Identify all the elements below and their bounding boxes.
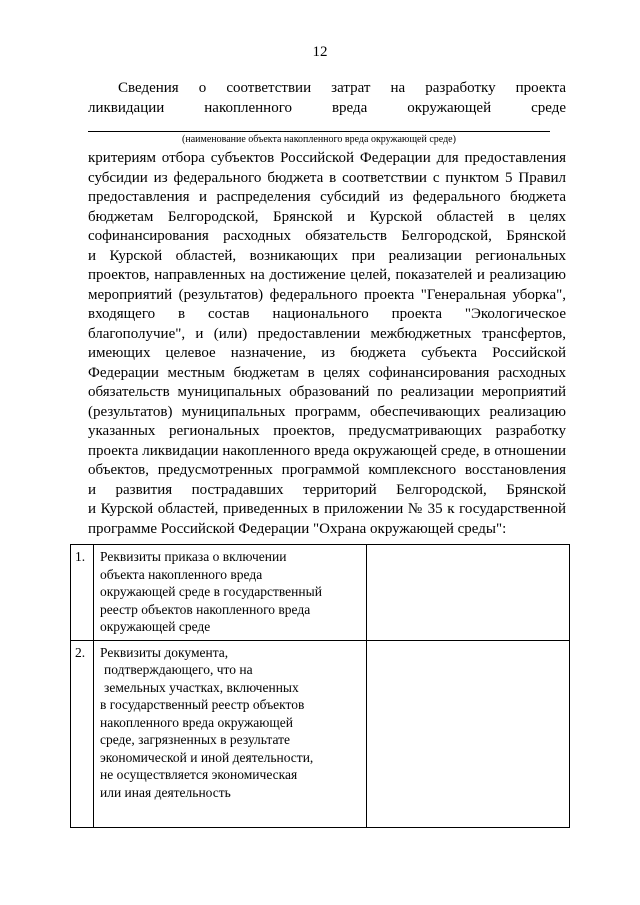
heading-line-1: Сведения о соответствии затрат на разработку проекта bbox=[118, 80, 566, 96]
body-line: программе Российской Федерации "Охрана окружающей среды": bbox=[88, 520, 507, 537]
body-line: и Курской областей, приведенных в приложении № 35 к государственной bbox=[88, 501, 566, 517]
body-line: входящего в состав национального проекта "Экологическое bbox=[88, 306, 566, 322]
body-line: и Курской областей, возникающих при реализации региональных bbox=[88, 247, 566, 264]
row-description-line: подтверждающего, что на bbox=[104, 662, 253, 677]
body-line: благополучие", и (или) предоставлении межбюджетных трансфертов, bbox=[88, 325, 566, 342]
row-description-line: реестр объектов накопленного вреда bbox=[100, 601, 311, 617]
row-description bbox=[94, 545, 367, 641]
object-name-caption: (наименование объекта накопленного вреда окружающей среде) bbox=[182, 134, 456, 145]
row-value-cell bbox=[367, 545, 570, 641]
body-line: Федерации местным бюджетам в целях софинансирования расходных bbox=[88, 364, 566, 381]
row-description-line: земельных участках, включенных bbox=[104, 679, 299, 695]
body-line: (результатов) муниципальных программ, обеспечивающих реализацию bbox=[88, 403, 566, 420]
body-line: имеющих целевое назначение, из бюджета субъекта Российской bbox=[88, 345, 566, 361]
row-description-line: окружающей среде в государственный bbox=[100, 584, 322, 599]
body-line: проектов, направленных на достижение целей, показателей и реализацию bbox=[88, 267, 566, 283]
row-description-line: Реквизиты документа, bbox=[100, 644, 229, 660]
row-value-cell bbox=[367, 640, 570, 828]
row-description-line: накопленного вреда окружающей bbox=[100, 714, 293, 730]
row-description-line: экономической и иной деятельности, bbox=[100, 749, 314, 765]
row-description-line: не осуществляется экономическая bbox=[100, 767, 298, 782]
row-description bbox=[94, 640, 367, 828]
body-line: указанных региональных проектов, предусматривающих разработку bbox=[88, 423, 566, 439]
body-line: предоставления и распределения субсидий из федерального бюджета bbox=[88, 189, 566, 205]
body-line: бюджетам Белгородской, Брянской и Курской областей в целях bbox=[88, 208, 566, 225]
table-row bbox=[71, 640, 570, 828]
page-number: 12 bbox=[312, 44, 328, 60]
heading-line-2: ликвидации накопленного вреда окружающей среде bbox=[88, 100, 566, 116]
row-description-line: или иная деятельность bbox=[100, 784, 231, 800]
body-line: и развития пострадавших территорий Белгородской, Брянской bbox=[88, 481, 566, 498]
requisites-table bbox=[70, 544, 570, 828]
row-description-line: Реквизиты приказа о включении bbox=[100, 549, 287, 564]
body-line: субсидии из федерального бюджета в соответствии с пунктом 5 Правил bbox=[88, 169, 566, 186]
body-line: софинансирования расходных обязательств Белгородской, Брянской bbox=[88, 228, 566, 244]
table-row bbox=[71, 545, 570, 641]
row-description-line: объекта накопленного вреда bbox=[100, 566, 263, 582]
row-description-line: среде, загрязненных в результате bbox=[100, 732, 291, 747]
body-paragraph bbox=[88, 149, 566, 539]
section-heading bbox=[88, 78, 566, 118]
row-number: 2. bbox=[71, 640, 94, 828]
row-description-line: в государственный реестр объектов bbox=[100, 697, 305, 712]
body-line: мероприятий (результатов) федерального проекта "Генеральная уборка", bbox=[88, 286, 566, 303]
row-number: 1. bbox=[71, 545, 94, 641]
body-line: обязательств муниципальных образований по реализации мероприятий bbox=[88, 384, 566, 400]
body-line: критериям отбора субъектов Российской Федерации для предоставления bbox=[88, 150, 566, 166]
body-line: объектов, предусмотренных программой комплексного восстановления bbox=[88, 462, 566, 478]
body-line: проекта ликвидации накопленного вреда окружающей среде, в отношении bbox=[88, 442, 566, 459]
row-description-line: окружающей среде bbox=[100, 619, 211, 634]
object-name-blank-line bbox=[88, 131, 550, 132]
